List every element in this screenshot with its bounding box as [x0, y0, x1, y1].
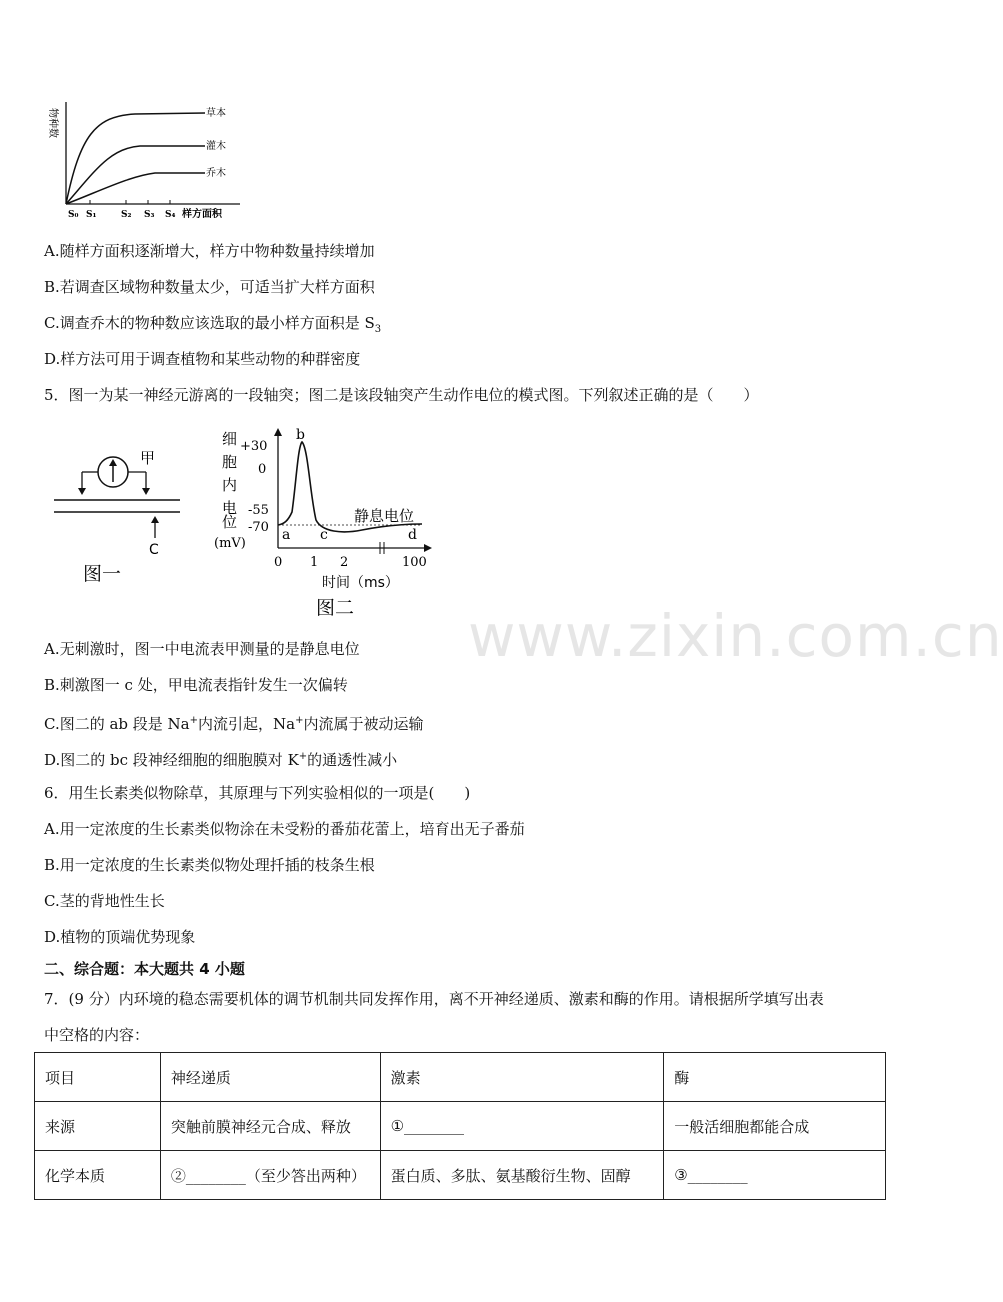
x-tick: S₄ [165, 210, 176, 220]
section-heading: 二、综合题：本大题共 4 小题 [44, 960, 245, 978]
q4-option-a: A.随样方面积逐渐增大，样方中物种数量持续增加 [44, 242, 375, 260]
x-tick: 100 [402, 555, 427, 570]
point-b: b [296, 427, 305, 443]
x-tick: 0 [274, 555, 283, 570]
table-row [35, 1102, 886, 1151]
species-area-figure [40, 96, 250, 224]
meter-label: 甲 [140, 449, 156, 467]
q6-stem: 6．用生长素类似物除草，其原理与下列实验相似的一项是( ) [44, 784, 471, 802]
table-cell: 一般活细胞都能合成 [664, 1102, 886, 1151]
x-tick: S₁ [86, 210, 97, 220]
table-row [35, 1151, 886, 1200]
table-cell: 来源 [35, 1102, 161, 1151]
area-xlabel: 样方面积 [182, 209, 222, 220]
x-tick: 1 [310, 555, 319, 570]
x-tick: 2 [340, 555, 349, 570]
table-cell: 神经递质 [160, 1053, 380, 1102]
table-cell: 酶 [664, 1053, 886, 1102]
watermark: www.zixin.com.cn [468, 602, 1003, 670]
resting-potential-label: 静息电位 [354, 507, 415, 525]
figure-one-caption: 图一 [83, 563, 122, 585]
x-tick: S₂ [121, 210, 132, 220]
table-cell: 突触前膜神经元合成、释放 [160, 1102, 380, 1151]
q4-option-b: B.若调查区域物种数量太少，可适当扩大样方面积 [44, 278, 375, 296]
y-unit: (mV) [214, 536, 246, 551]
ylabel-char: 电 [222, 499, 238, 517]
q7-stem-line2: 中空格的内容： [44, 1026, 150, 1044]
q5-stem: 5．图一为某一神经元游离的一段轴突；图二是该段轴突产生动作电位的模式图。下列叙述正确的是（ ） [44, 386, 759, 404]
ylabel-char: 胞 [222, 453, 238, 471]
q5-option-d: D.图二的 bc 段神经细胞的细胞膜对 K+的通透性减小 [44, 751, 398, 769]
tree-curve [66, 173, 205, 204]
action-potential-figure [212, 424, 440, 620]
herb-label: 草本 [206, 108, 226, 119]
species-count-ylabel: 物种数 [47, 108, 58, 138]
ylabel-char: 内 [222, 476, 238, 494]
table-cell: 项目 [35, 1053, 161, 1102]
blank-cell-2: ②________（至少答出两种） [160, 1151, 380, 1200]
herb-curve [66, 113, 205, 204]
tree-label: 乔木 [206, 168, 226, 179]
blank-cell-3: ③________ [664, 1151, 886, 1200]
point-c-label: C [149, 542, 159, 558]
q5-option-a: A.无刺激时，图一中电流表甲测量的是静息电位 [44, 640, 360, 658]
shrub-label: 灌木 [206, 141, 226, 152]
point-d: d [408, 527, 417, 543]
point-c: c [320, 527, 328, 543]
y-tick: -70 [248, 520, 269, 535]
y-tick: +30 [240, 439, 268, 454]
y-tick: 0 [258, 462, 267, 477]
q5-option-c: C.图二的 ab 段是 Na+内流引起，Na+内流属于被动运输 [44, 715, 424, 733]
ylabel-char: 位 [222, 513, 238, 531]
q6-option-d: D.植物的顶端优势现象 [44, 928, 196, 946]
ylabel-char: 细 [222, 430, 238, 448]
table-cell: 化学本质 [35, 1151, 161, 1200]
q4-option-c: C.调查乔木的物种数应该选取的最小样方面积是 $S_3$ [44, 314, 382, 335]
q4-option-d: D.样方法可用于调查植物和某些动物的种群密度 [44, 350, 361, 368]
q5-option-b: B.刺激图一 c 处，甲电流表指针发生一次偏转 [44, 676, 348, 694]
table-header-row [35, 1053, 886, 1102]
table-cell: 蛋白质、多肽、氨基酸衍生物、固醇 [380, 1151, 664, 1200]
axon-figure [48, 444, 198, 594]
q6-option-c: C.茎的背地性生长 [44, 892, 165, 910]
y-tick: -55 [248, 503, 269, 518]
time-xlabel: 时间（ms） [322, 575, 399, 591]
q6-option-a: A.用一定浓度的生长素类似物涂在未受粉的番茄花蕾上，培育出无子番茄 [44, 820, 525, 838]
figure-two-caption: 图二 [316, 597, 355, 619]
point-a: a [282, 527, 291, 543]
q7-stem-line1: 7．(9 分）内环境的稳态需要机体的调节机制共同发挥作用，离不开神经递质、激素和酶的作用。请根据所学填写出表 [44, 990, 824, 1008]
table-cell: 激素 [380, 1053, 664, 1102]
q7-table [34, 1052, 886, 1200]
x-tick: S₀ [68, 210, 79, 220]
x-tick: S₃ [144, 210, 155, 220]
q6-option-b: B.用一定浓度的生长素类似物处理扦插的枝条生根 [44, 856, 375, 874]
blank-cell-1: ①________ [380, 1102, 664, 1151]
